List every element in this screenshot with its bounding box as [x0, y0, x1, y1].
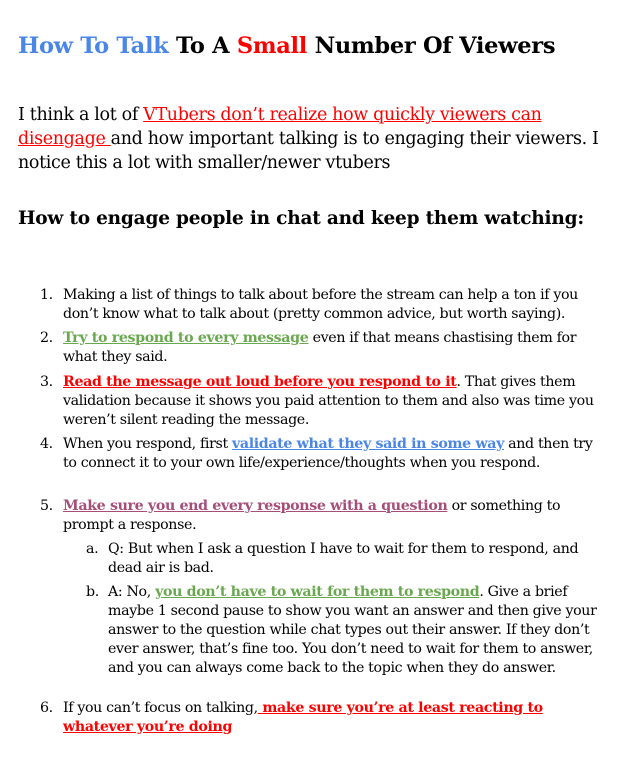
list-number: 6.: [40, 700, 53, 716]
list-number: 4.: [40, 436, 53, 452]
list-item-text: Making a list of things to talk about before the stream can help a ton if you don’t know what to talk about (pretty common advice, but worth saying).: [63, 287, 578, 322]
list-item-text: even if that means chastising them for what they said.: [63, 330, 577, 365]
list-number: 3.: [40, 374, 53, 390]
sub-letter: b.: [86, 584, 99, 600]
intro-highlight-link[interactable]: VTubers don’t realize how quickly viewers can disengage: [18, 105, 542, 149]
page-title: [18, 33, 555, 59]
title-part-small: Small: [236, 33, 308, 59]
list-number: 5.: [40, 498, 53, 514]
list-item-text: or something to prompt a response.: [63, 498, 561, 533]
list-item-1: [40, 286, 610, 324]
sub-item-b: [86, 583, 616, 678]
section-heading: How to engage people in chat and keep them watching:: [18, 208, 584, 229]
highlight-link-no-wait[interactable]: you don’t have to wait for them to respond: [155, 584, 480, 600]
intro-paragraph: [18, 103, 618, 175]
sub-item-text: . Give a brief maybe 1 second pause to show you want an answer and then give your answer to the question while chat types out their answer. If they don’t ever answer, that’s fine too. You don’t need to wait for them to answer, and you can always come back to the topic when they do answer.: [108, 584, 597, 676]
sub-item-a: [86, 540, 616, 578]
list-item-2: [40, 329, 610, 367]
list-number: 2.: [40, 330, 53, 346]
list-item-text-before: If you can’t focus on talking,: [63, 700, 258, 716]
list-item-text-before: When you respond, first: [63, 436, 232, 452]
list-item-3: [40, 373, 610, 430]
list-item-6: [40, 699, 610, 737]
intro-text-after: and how important talking is to engaging their viewers. I notice this a lot with smaller/newer vtubers: [18, 129, 599, 173]
sub-item-text-before: A: No,: [108, 584, 156, 600]
highlight-link-end-with-question[interactable]: Make sure you end every response with a question: [63, 498, 448, 514]
highlight-link-respond-every-message[interactable]: Try to respond to every message: [63, 330, 309, 346]
highlight-link-reacting[interactable]: make sure you’re at least reacting to whatever you’re doing: [63, 700, 543, 735]
intro-text-before: I think a lot of: [18, 105, 144, 125]
sub-letter: a.: [86, 541, 99, 557]
highlight-link-read-message-out-loud[interactable]: Read the message out loud before you respond to it: [63, 374, 457, 390]
list-number: 1.: [40, 287, 53, 303]
title-part-to-a: To A: [168, 33, 237, 59]
sub-item-text: Q: But when I ask a question I have to wait for them to respond, and dead air is bad.: [108, 541, 579, 576]
list-item-4: [40, 435, 610, 473]
list-item-text: and then try to connect it to your own life/experience/thoughts when you respond.: [63, 436, 593, 471]
list-item-text: . That gives them validation because it shows you paid attention to them and also was time you weren’t silent reading the message.: [63, 374, 594, 428]
title-part-how-to-talk: How To Talk: [18, 33, 169, 59]
title-part-number-of-viewers: Number Of Viewers: [307, 33, 556, 59]
list-item-5: [40, 497, 610, 535]
highlight-link-validate[interactable]: validate what they said in some way: [231, 436, 504, 452]
